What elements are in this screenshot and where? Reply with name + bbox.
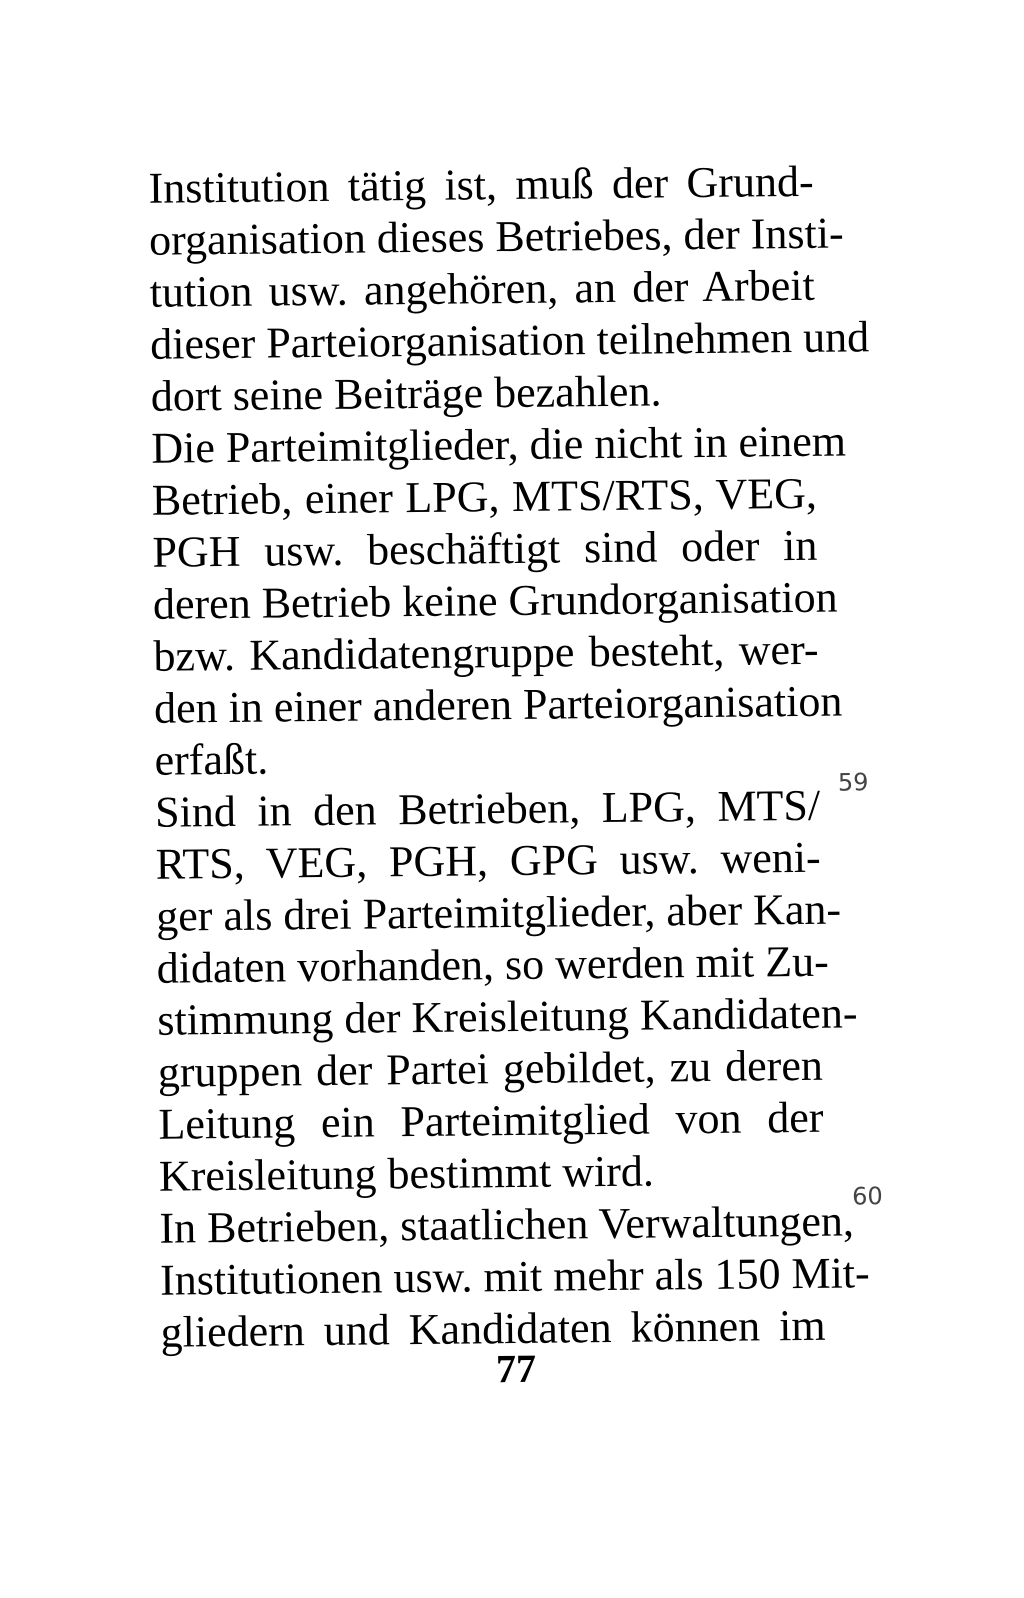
text-line: bzw. Kandidatengruppe besteht, wer- bbox=[153, 624, 819, 681]
margin-note-59: 59 bbox=[837, 768, 869, 797]
page-number: 77 bbox=[495, 1345, 537, 1392]
text-line: didaten vorhanden, so werden mit Zu- bbox=[156, 936, 830, 993]
text-line: tution usw. angehören, an der Arbeit bbox=[149, 260, 815, 317]
text-line: gliedern und Kandidaten können im bbox=[160, 1300, 826, 1357]
text-line: stimmung der Kreisleitung Kandidaten- bbox=[157, 988, 858, 1045]
text-line: Institutionen usw. mit mehr als 150 Mit- bbox=[159, 1248, 870, 1305]
text-line: Die Parteimitglieder, die nicht in einem bbox=[151, 416, 847, 473]
text-line: deren Betrieb keine Grundorganisation bbox=[152, 572, 838, 629]
text-line: dort seine Beiträge bezahlen. bbox=[150, 366, 662, 421]
text-line: Leitung ein Parteimitglied von der bbox=[158, 1092, 824, 1149]
text-line: erfaßt. bbox=[154, 734, 269, 785]
text-line: Betrieb, einer LPG, MTS/RTS, VEG, bbox=[151, 468, 818, 525]
text-line: Kreisleitung bestimmt wird. bbox=[158, 1146, 655, 1201]
text-line: gruppen der Partei gebildet, zu deren bbox=[157, 1040, 824, 1097]
text-line: PGH usw. beschäftigt sind oder in bbox=[152, 520, 818, 577]
text-line: Institution tätig ist, muß der Grund- bbox=[148, 156, 814, 213]
text-line: RTS, VEG, PGH, GPG usw. weni- bbox=[155, 832, 821, 889]
text-line: ger als drei Parteimitglieder, aber Kan- bbox=[155, 884, 842, 941]
margin-note-60: 60 bbox=[852, 1182, 883, 1211]
text-line: In Betrieben, staatlichen Verwaltungen, bbox=[159, 1196, 855, 1253]
text-line: den in einer anderen Parteiorganisation bbox=[153, 676, 843, 733]
text-line: organisation dieses Betriebes, der Insti- bbox=[148, 208, 844, 265]
text-line: dieser Parteiorganisation teilnehmen und bbox=[149, 312, 870, 369]
text-line: Sind in den Betrieben, LPG, MTS/ bbox=[154, 780, 821, 837]
